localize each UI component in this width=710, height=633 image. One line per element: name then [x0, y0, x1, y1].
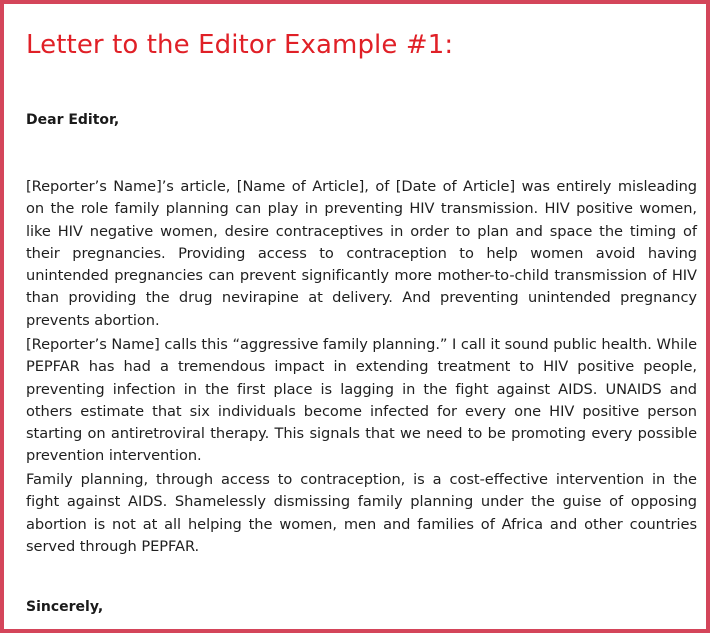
body-paragraph-1: [Reporter’s Name]’s article, [Name of Article], of [Date of Article] was entirely misleading on the role family planning can play in preventing HIV transmission. HIV positive women, like HIV negative women, desire contraceptives in order to plan and space the timing of their pregnancies. Providing access to contraception to help women avoid having unintended pregnancies can prevent significantly more mother-to-child transmission of HIV than providing the drug nevirapine at delivery. And preventing unintended pregnancy prevents abortion.: [26, 178, 697, 329]
body-paragraph-2: [Reporter’s Name] calls this “aggressive family planning.” I call it sound public health. While PEPFAR has had a tremendous impact in extending treatment to HIV positive people, preventing infection in the first place is lagging in the fight against AIDS. UNAIDS and others estimate that six individuals become infected for every one HIV positive person starting on antiretroviral therapy. This signals that we need to be promoting every possible prevention intervention.: [26, 336, 698, 465]
body-paragraph-3: Family planning, through access to contraception, is a cost-effective intervention in the fight against AIDS. Shamelessly dismissing family planning under the guise of opposing abortion is not at all helping the women, men and families of Africa and other countries served through PEPFAR.: [26, 471, 697, 555]
closing-signoff: Sincerely,: [26, 599, 104, 615]
page-title: Letter to the Editor Example #1:: [26, 30, 454, 60]
salutation: Dear Editor,: [26, 112, 120, 128]
